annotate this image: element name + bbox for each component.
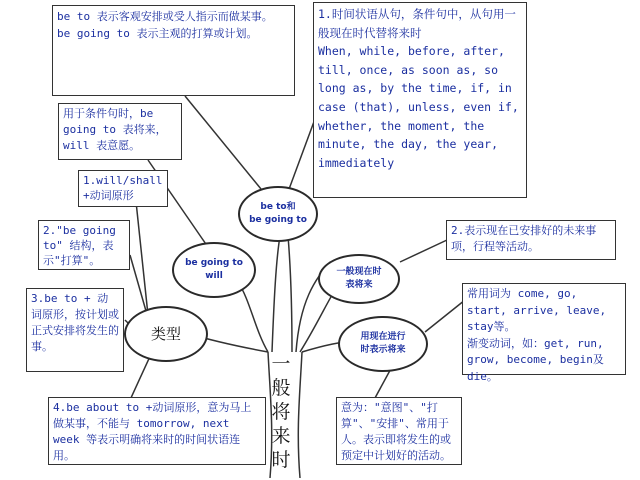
box-be-about-to: 4.be about to +动词原形，意为马上做某事，不能与 tomorrow, next week 等表示明确将来时的时间状语连用。 (48, 397, 266, 465)
box-conditional-clause: 用于条件句时，be going to 表将来，will 表意愿。 (58, 103, 182, 160)
bubble-be-to-and-be-going-to: be to和 be going to (238, 186, 318, 242)
box-be-to-vs-be-going-to: be to 表示客观安排或受人指示而做某事。 be going to 表示主观的打算或计划。 (52, 5, 295, 96)
trunk-title: 一般将来时 (271, 353, 291, 471)
box-be-to-plan: 3.be to + 动词原形，按计划或正式安排将发生的事。 (26, 288, 124, 372)
line-to-box-arranged (400, 240, 447, 262)
line-to-box-be-to (185, 96, 270, 200)
box-common-verbs: 常用词为 come, go, start, arrive, leave, stay等。 渐变动词，如：get, run, grow, become, begin及die。 (462, 283, 626, 375)
bubble-present-progressive: 用现在进行 时表示将来 (338, 316, 428, 372)
bubble-types: 类型 (124, 306, 208, 362)
bubble-simple-present: 一般现在时 表将来 (318, 254, 400, 304)
branch-center (272, 236, 292, 352)
box-time-condition-clause: 1.时间状语从句，条件句中，从句用一般现在时代替将来时 When, while, before, after, till, once, as soon as, so long as, by the time, if, in case (that), unless, even if, whether, the moment, the minute, the day, the year, immediately (313, 2, 527, 198)
bubble-be-going-to-will: be going to will (172, 242, 256, 298)
box-will-shall: 1.will/shall +动词原形 (78, 170, 168, 207)
box-meaning: 意为："意图"、"打算"、"安排"、常用于人。表示即将发生的或预定中计划好的活动。 (336, 397, 462, 465)
box-arranged-future: 2.表示现在已安排好的未来事项，行程等活动。 (446, 220, 616, 260)
box-be-going-to-structure: 2."be going to" 结构，表示"打算"。 (38, 220, 130, 270)
line-to-box-common-verbs (425, 300, 465, 332)
